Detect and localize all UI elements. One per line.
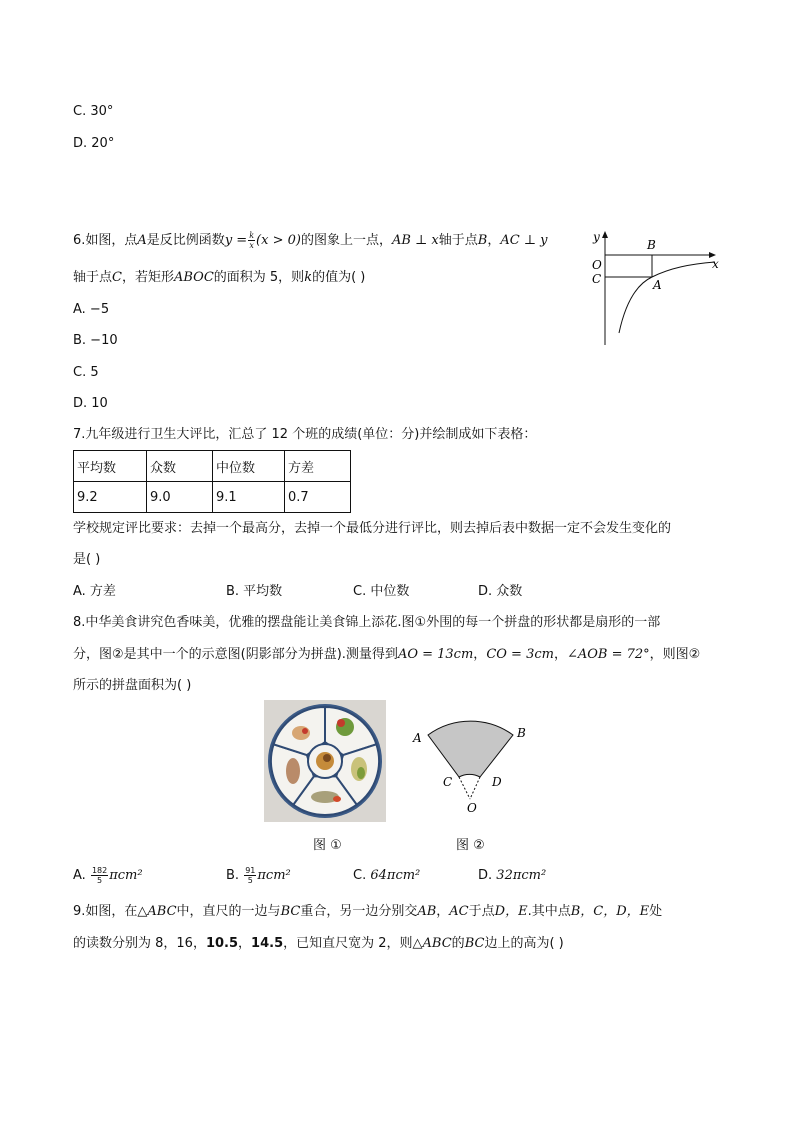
q9-stem-line2 [73,934,564,954]
option-value: 32πcm² [496,868,547,883]
q7-rule-line1: 学校规定评比要求：去掉一个最高分，去掉一个最低分进行评比，则去掉后表中数据一定不会发生变化的 [73,521,672,536]
table-row [74,482,351,513]
table-cell: 0.7 [285,482,351,513]
q9-text: 重合，另一边分别交 [300,904,418,919]
q8-text: ， [473,647,487,662]
q6-option-c: C. 5 [73,365,99,380]
label-b: B [517,726,526,740]
q6-var: C [112,270,122,285]
frac-den: 5 [97,876,103,885]
q9-segment: AB [417,904,437,919]
q6-option-b: B. −10 [73,333,118,348]
q9-reading: 10.5 [205,936,239,951]
q8-co: CO = 3cm [486,647,554,662]
q8-option-c [353,866,420,886]
q6-text: 的图象上一点， [300,233,392,248]
option-label: B. [226,868,240,883]
q6-stem-line1 [73,231,548,251]
option-value: 64πcm² [370,868,421,883]
food-center-detail [323,754,331,762]
q6-text: 是反比例函数 [146,233,225,248]
q7-option-d: D. 众数 [478,584,523,599]
q8-option-b [226,866,291,886]
fig2-caption: 图 ② [456,838,485,853]
food-item [302,728,308,734]
q6-function: y = [224,233,248,248]
table-header-row [74,451,351,482]
q8-text: 分，图②是其中一个的示意图(阴影部分为拼盘).测量得到 [73,647,398,662]
q6-text: 轴于点 [438,233,478,248]
food-item [337,719,345,727]
q8-angle: ∠AOB = 72° [566,647,650,662]
sector-diagram [408,718,538,818]
option-unit: πcm² [257,868,291,883]
label-c: C [443,775,453,789]
q8-text: ，则图② [649,647,701,662]
q9-text: 的 [451,936,465,951]
y-axis-arrow [602,231,608,238]
q9-text: 9.如图，在 [73,904,138,919]
table-cell: 9.0 [147,482,213,513]
q6-option-d: D. 10 [73,396,108,411]
q9-text: 于点 [468,904,495,919]
label-a: A [653,278,662,292]
q6-frac-num: k [249,231,255,240]
q6-text: 轴于点 [73,270,113,285]
q6-perp: AC ⊥ y [500,233,548,248]
q6-fraction [248,231,255,250]
q7-stem: 7.九年级进行卫生大评比，汇总了 12 个班的成绩(单位：分)并绘制成如下表格： [73,427,537,442]
q6-var: A [137,233,147,248]
q9-points: D，E [494,904,528,919]
q6-frac-den: x [249,241,254,250]
label-x: x [712,257,719,271]
table-cell: 9.2 [74,482,147,513]
q6-figure [585,225,725,350]
q8-stem-line2 [73,645,700,665]
q6-text: 的面积为 5，则 [213,270,305,285]
q6-perp: AB ⊥ x [391,233,439,248]
label-b: B [647,238,656,252]
fig1-caption: 图 ① [313,838,342,853]
q9-text: 边上的高为( ) [484,936,564,951]
q5-option-c: C. 30° [73,104,114,119]
q6-stem-line2 [73,268,365,288]
q9-text: 中，直尺的一边与 [176,904,281,919]
option-unit: πcm² [109,868,143,883]
fraction [91,866,108,885]
hyperbola-curve [619,262,715,333]
shaded-sector [428,721,513,777]
q8-option-a [73,866,143,886]
label-o: O [592,258,602,272]
q9-text: ， [238,936,252,951]
label-y: y [593,230,600,244]
q8-option-d [478,866,546,886]
q6-var: B [477,233,488,248]
label-d: D [492,775,502,789]
q9-text: ，已知直尺宽为 2，则 [283,936,413,951]
table-header-cell: 平均数 [74,451,147,482]
q8-stem-line3: 所示的拼盘面积为( ) [73,678,192,693]
q6-text: 6.如图，点 [73,233,138,248]
dashed-do [470,777,480,799]
frac-num: 182 [91,866,108,875]
q6-text: ，若矩形 [121,270,174,285]
q6-domain: (x > 0) [256,233,301,248]
q6-text: ， [487,233,501,248]
q7-stats-table [73,450,351,513]
q7-rule-line2: 是( ) [73,552,101,567]
q9-text: 的读数分别为 8，16， [73,936,206,951]
q9-text: 处 [649,904,663,919]
food-item [286,758,300,784]
table-header-cell: 方差 [285,451,351,482]
frac-num: 91 [245,866,256,875]
label-a: A [413,731,422,745]
option-label: A. [73,868,86,883]
q8-stem-line1: 8.中华美食讲究色香味美，优雅的摆盘能让美食锦上添花.图①外围的每一个拼盘的形状都是扇形的一部 [73,615,661,630]
food-item [333,796,341,802]
table-header-cell: 众数 [147,451,213,482]
dashed-co [459,777,470,799]
food-item [292,726,310,740]
option-label: C. [353,868,367,883]
label-o: O [467,801,477,815]
food-item [357,767,365,779]
q9-text: ， [436,904,450,919]
q9-segment: AC [449,904,469,919]
table-header-cell: 中位数 [213,451,285,482]
q9-text: .其中点 [527,904,571,919]
q6-text: 的值为( ) [312,270,366,285]
q6-var: k [304,270,313,285]
option-label: D. [478,868,493,883]
q7-option-a: A. 方差 [73,584,116,599]
fraction [244,866,256,885]
frac-den: 5 [247,876,253,885]
platter-photo [264,700,386,822]
q9-triangle: △ABC [137,904,177,919]
q8-text: ， [553,647,567,662]
q8-ao: AO = 13cm [397,647,474,662]
q5-option-d: D. 20° [73,136,115,151]
q9-segment: BC [280,904,301,919]
q6-option-a: A. −5 [73,302,110,317]
q6-rect-name: ABOC [173,270,214,285]
label-c: C [592,272,602,286]
q7-option-b: B. 平均数 [226,584,283,599]
q9-stem-line1 [73,902,662,922]
q9-reading: 14.5 [251,936,284,951]
q9-triangle: △ABC [412,936,452,951]
table-cell: 9.1 [213,482,285,513]
q7-option-c: C. 中位数 [353,584,410,599]
q9-segment: BC [464,936,485,951]
q9-points: B，C，D，E [570,904,650,919]
